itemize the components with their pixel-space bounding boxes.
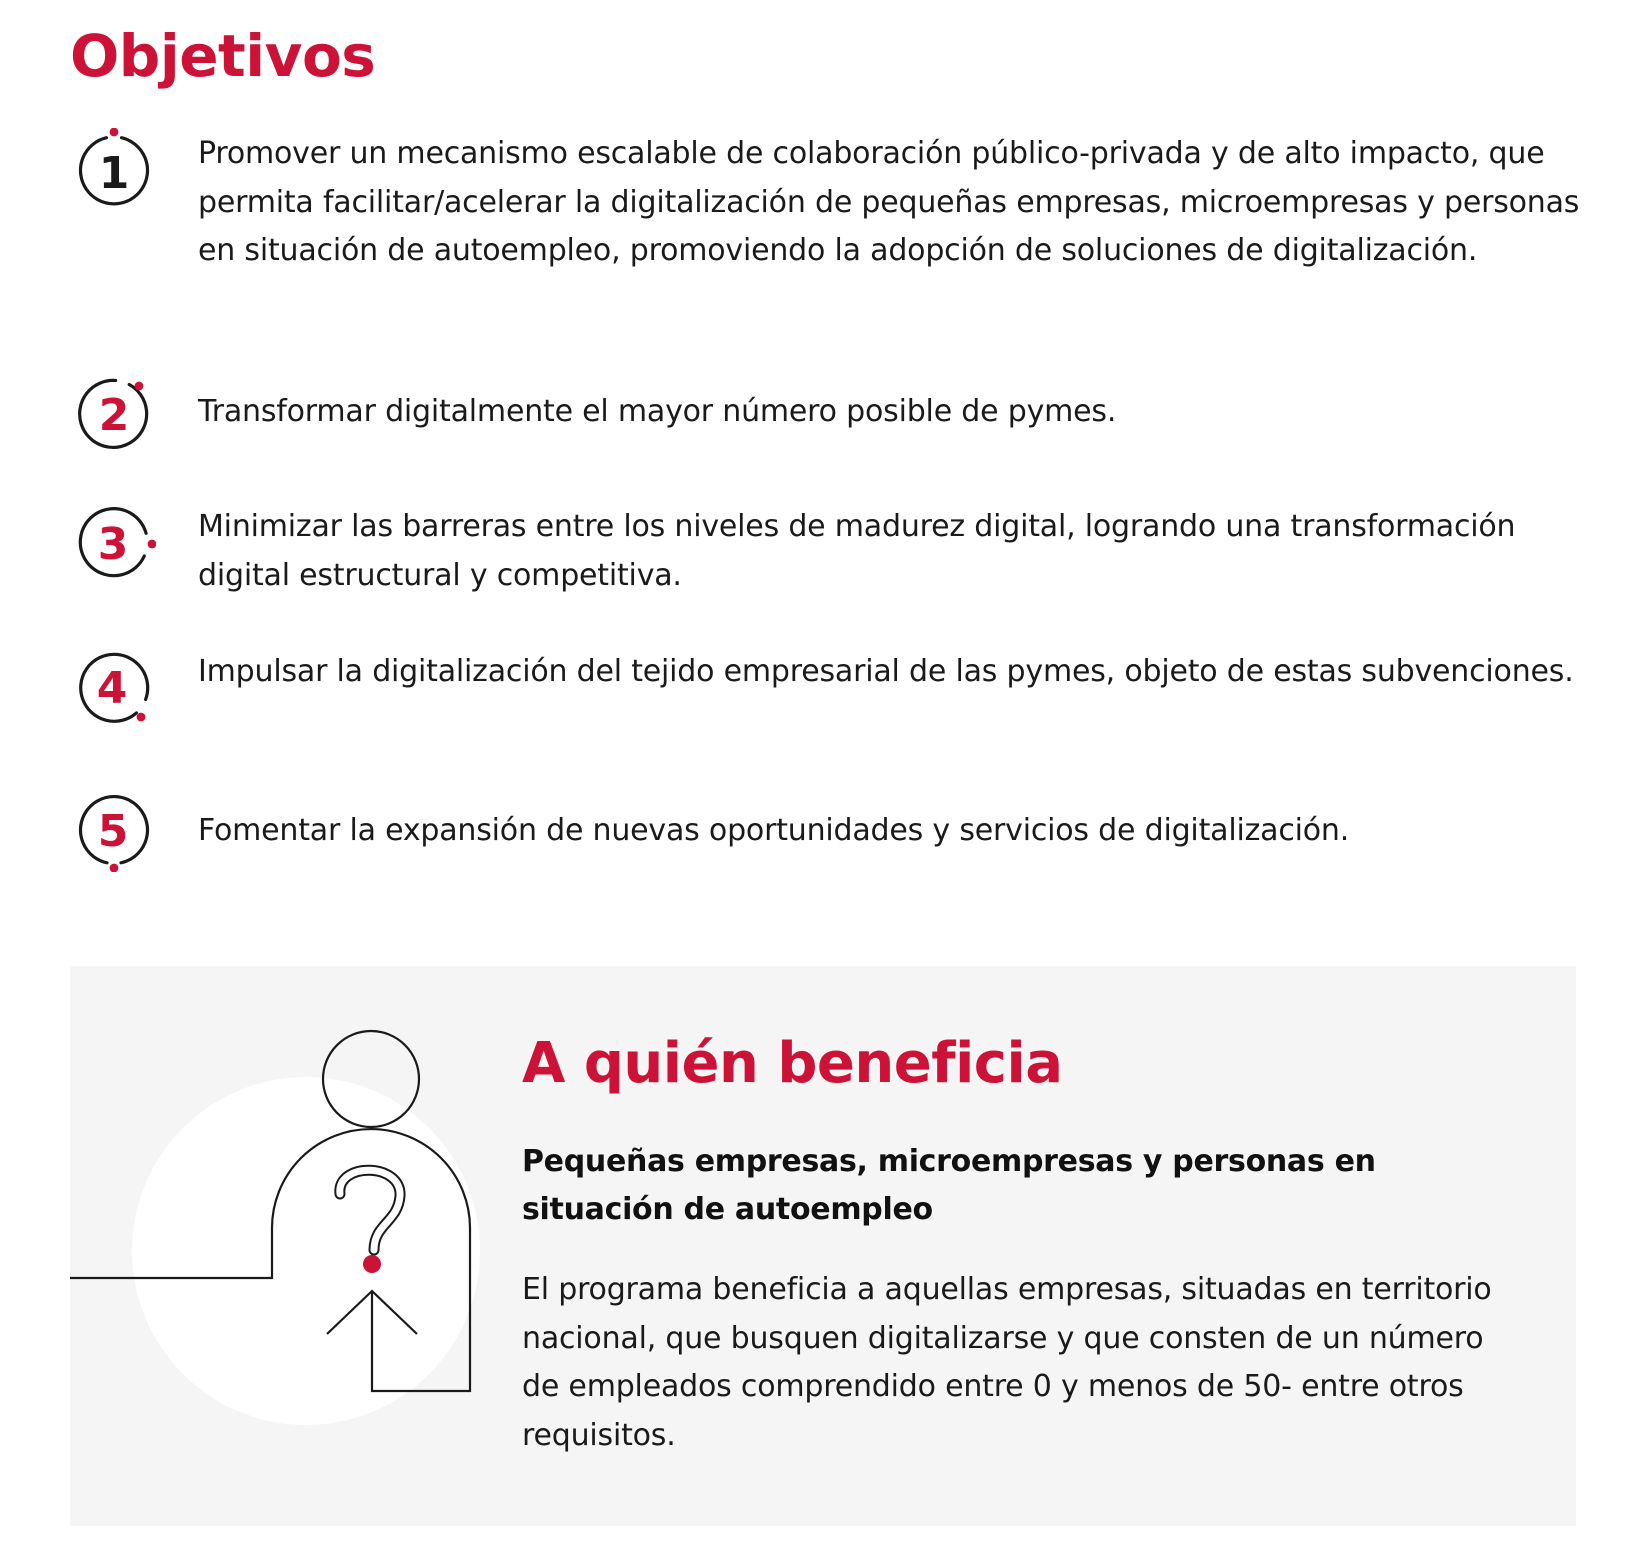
objective-text: Fomentar la expansión de nuevas oportunidades y servicios de digitalización. [198, 813, 1350, 848]
objectives-title: Objetivos [70, 22, 376, 90]
beneficiaries-body: El programa beneficia a aquellas empresas, situadas en territorio nacional, que busquen digitalizarse y que consten de un número de empleados comprendido entre 0 y menos de 50- entre otros requisitos. [522, 1272, 1492, 1453]
objective-number: 4 [96, 663, 128, 714]
objective-text: Transformar digitalmente el mayor número posible de pymes. [198, 394, 1117, 429]
beneficiaries-panel [70, 966, 1576, 1526]
number-1-circle-icon [72, 128, 156, 212]
objective-text: Promover un mecanismo escalable de colaboración público-privada y de alto impacto, que permita facilitar/acelerar la digitalización de pequeñas empresas, microempresas y personas en situación de autoempleo, promoviendo la adopción de soluciones de digitalización. [198, 136, 1580, 268]
objective-text: Minimizar las barreras entre los niveles de madurez digital, logrando una transformación digital estructural y competitiva. [198, 509, 1516, 593]
number-2-circle-icon [72, 372, 156, 456]
number-4-circle-icon [72, 646, 156, 730]
objective-text: Impulsar la digitalización del tejido empresarial de las pymes, objeto de estas subvenciones. [198, 654, 1574, 689]
objective-number: 3 [97, 519, 129, 570]
beneficiaries-title: A quién beneficia [522, 1031, 1063, 1096]
beneficiaries-subtitle: Pequeñas empresas, microempresas y personas en situación de autoempleo [522, 1144, 1376, 1227]
objective-number: 1 [98, 148, 130, 199]
number-3-circle-icon [72, 500, 156, 584]
objective-number: 5 [97, 806, 129, 857]
person-question-icon [70, 966, 490, 1526]
number-5-circle-icon [72, 788, 156, 872]
objective-number: 2 [98, 390, 130, 441]
